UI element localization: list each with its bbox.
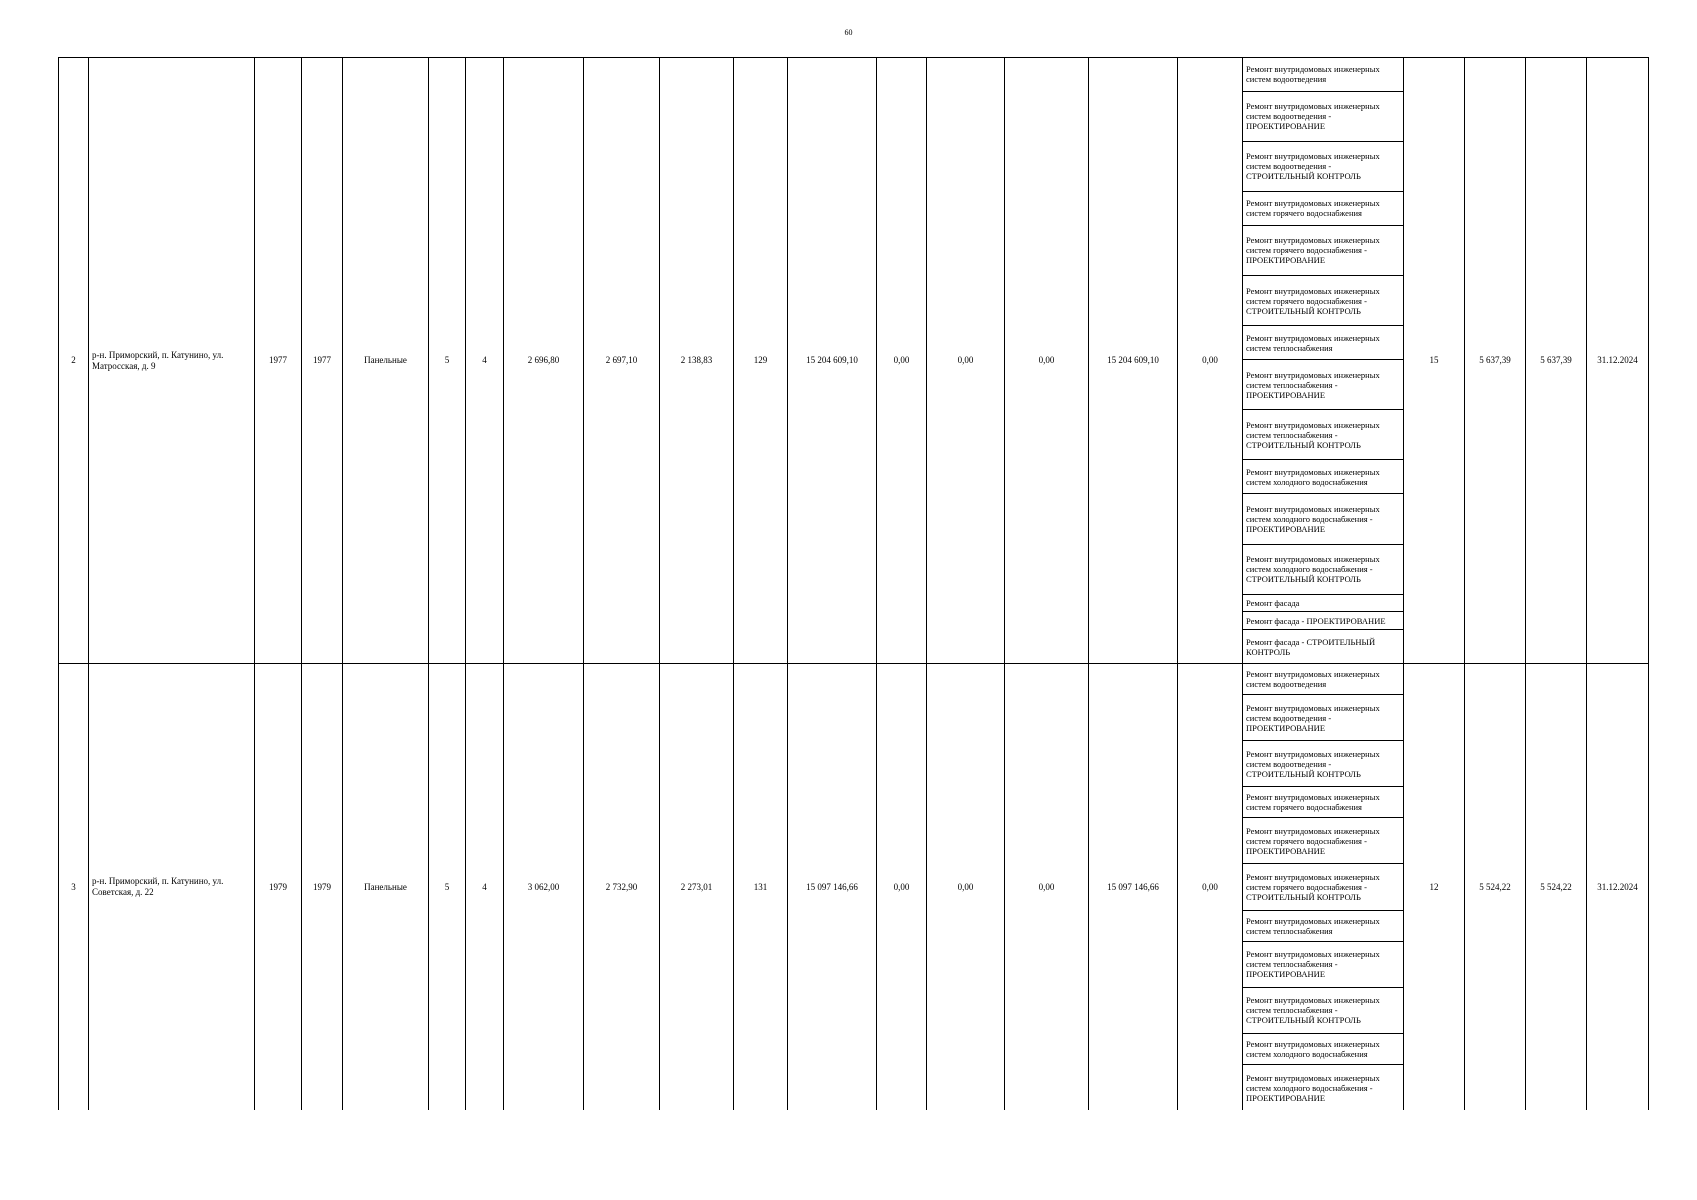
cell-wall-material: Панельные — [343, 58, 429, 664]
cell-area-premises: 2 732,90 — [584, 664, 660, 1111]
cell-unit-cost-limit: 5 637,39 — [1526, 58, 1587, 664]
cell-cost-other: 0,00 — [1178, 58, 1243, 664]
cell-address: р-н. Приморский, п. Катунино, ул. Советская, д. 22 — [89, 664, 255, 1111]
capital-repair-table — [58, 57, 1649, 1110]
work-item: Ремонт внутридомовых инженерных систем теплоснабжения — [1243, 910, 1403, 941]
work-item: Ремонт внутридомовых инженерных систем водоотведения — [1243, 58, 1403, 91]
cell-cost-regional: 0,00 — [927, 664, 1005, 1111]
cell-works-list — [1243, 664, 1404, 1111]
page-number: 60 — [844, 28, 853, 37]
work-item: Ремонт внутридомовых инженерных систем теплоснабжения - СТРОИТЕЛЬНЫЙ КОНТРОЛЬ — [1243, 987, 1403, 1033]
cell-year-commission: 1979 — [302, 664, 343, 1111]
cell-row-number: 2 — [59, 58, 89, 664]
cell-floors: 5 — [429, 58, 466, 664]
work-item: Ремонт внутридомовых инженерных систем водоотведения — [1246, 668, 1380, 689]
work-item: Ремонт внутридомовых инженерных систем горячего водоснабжения - ПРОЕКТИРОВАНИЕ — [1243, 818, 1403, 864]
cell-cost-total: 15 097 146,66 — [788, 664, 877, 1111]
cell-residents: 129 — [734, 58, 788, 664]
cell-cost-federal: 0,00 — [877, 664, 927, 1111]
cell-deadline: 31.12.2024 — [1587, 58, 1649, 664]
cell-residents: 131 — [734, 664, 788, 1111]
work-item: Ремонт внутридомовых инженерных систем водоотведения - СТРОИТЕЛЬНЫЙ КОНТРОЛЬ — [1243, 741, 1403, 787]
work-item: Ремонт внутридомовых инженерных систем теплоснабжения - ПРОЕКТИРОВАНИЕ — [1243, 941, 1403, 987]
cell-deadline: 31.12.2024 — [1587, 664, 1649, 1111]
table-row — [59, 58, 1649, 664]
cell-area-residential: 2 273,01 — [660, 664, 734, 1111]
cell-floors: 5 — [429, 664, 466, 1111]
cell-area-premises: 2 697,10 — [584, 58, 660, 664]
cell-area-total: 3 062,00 — [504, 664, 584, 1111]
cell-cost-total: 15 204 609,10 — [788, 58, 877, 664]
work-item: Ремонт внутридомовых инженерных систем горячего водоснабжения - СТРОИТЕЛЬНЫЙ КОНТРОЛЬ — [1243, 864, 1403, 910]
work-item: Ремонт внутридомовых инженерных систем теплоснабжения - СТРОИТЕЛЬНЫЙ КОНТРОЛЬ — [1243, 410, 1403, 460]
work-item: Ремонт внутридомовых инженерных систем холодного водоснабжения - ПРОЕКТИРОВАНИЕ — [1243, 1065, 1403, 1110]
cell-works-count: 12 — [1404, 664, 1465, 1111]
cell-cost-owners: 15 097 146,66 — [1089, 664, 1178, 1111]
work-item: Ремонт внутридомовых инженерных систем холодного водоснабжения — [1243, 1033, 1403, 1064]
work-item: Ремонт внутридомовых инженерных систем водоотведения - СТРОИТЕЛЬНЫЙ КОНТРОЛЬ — [1243, 141, 1403, 191]
work-item: Ремонт внутридомовых инженерных систем горячего водоснабжения - ПРОЕКТИРОВАНИЕ — [1243, 225, 1403, 275]
cell-year-built: 1977 — [255, 58, 302, 664]
cell-row-number: 3 — [59, 664, 89, 1111]
work-item: Ремонт внутридомовых инженерных систем холодного водоснабжения - ПРОЕКТИРОВАНИЕ — [1243, 494, 1403, 544]
cell-cost-owners: 15 204 609,10 — [1089, 58, 1178, 664]
cell-year-built: 1979 — [255, 664, 302, 1111]
work-item: Ремонт внутридомовых инженерных систем водоотведения - ПРОЕКТИРОВАНИЕ — [1243, 694, 1403, 740]
cell-year-commission: 1977 — [302, 58, 343, 664]
cell-address: р-н. Приморский, п. Катунино, ул. Матросская, д. 9 — [89, 58, 255, 664]
cell-entrances: 4 — [466, 58, 504, 664]
cell-unit-cost-limit: 5 524,22 — [1526, 664, 1587, 1111]
work-item: Ремонт фасада - ПРОЕКТИРОВАНИЕ — [1243, 612, 1403, 630]
work-item: Ремонт фасада — [1243, 594, 1403, 612]
cell-cost-local: 0,00 — [1005, 58, 1089, 664]
work-item: Ремонт внутридомовых инженерных систем холодного водоснабжения - СТРОИТЕЛЬНЫЙ КОНТРОЛЬ — [1243, 544, 1403, 594]
cell-entrances: 4 — [466, 664, 504, 1111]
cell-unit-cost: 5 524,22 — [1465, 664, 1526, 1111]
work-item: Ремонт внутридомовых инженерных систем горячего водоснабжения — [1243, 787, 1403, 818]
cell-wall-material: Панельные — [343, 664, 429, 1111]
work-item: Ремонт внутридомовых инженерных систем теплоснабжения - ПРОЕКТИРОВАНИЕ — [1243, 360, 1403, 410]
work-item: Ремонт внутридомовых инженерных систем холодного водоснабжения — [1243, 460, 1403, 494]
cell-area-total: 2 696,80 — [504, 58, 584, 664]
cell-cost-other: 0,00 — [1178, 664, 1243, 1111]
work-item: Ремонт внутридомовых инженерных систем теплоснабжения — [1243, 326, 1403, 360]
work-item: Ремонт фасада - СТРОИТЕЛЬНЫЙ КОНТРОЛЬ — [1243, 630, 1403, 663]
cell-unit-cost: 5 637,39 — [1465, 58, 1526, 664]
cell-works-list — [1243, 58, 1404, 664]
table-row — [59, 664, 1649, 1111]
cell-works-count: 15 — [1404, 58, 1465, 664]
work-item: Ремонт внутридомовых инженерных систем водоотведения - ПРОЕКТИРОВАНИЕ — [1243, 91, 1403, 141]
cell-area-residential: 2 138,83 — [660, 58, 734, 664]
cell-cost-local: 0,00 — [1005, 664, 1089, 1111]
cell-cost-regional: 0,00 — [927, 58, 1005, 664]
work-item: Ремонт внутридомовых инженерных систем горячего водоснабжения — [1243, 191, 1403, 225]
cell-cost-federal: 0,00 — [877, 58, 927, 664]
work-item: Ремонт внутридомовых инженерных систем горячего водоснабжения - СТРОИТЕЛЬНЫЙ КОНТРОЛЬ — [1243, 276, 1403, 326]
